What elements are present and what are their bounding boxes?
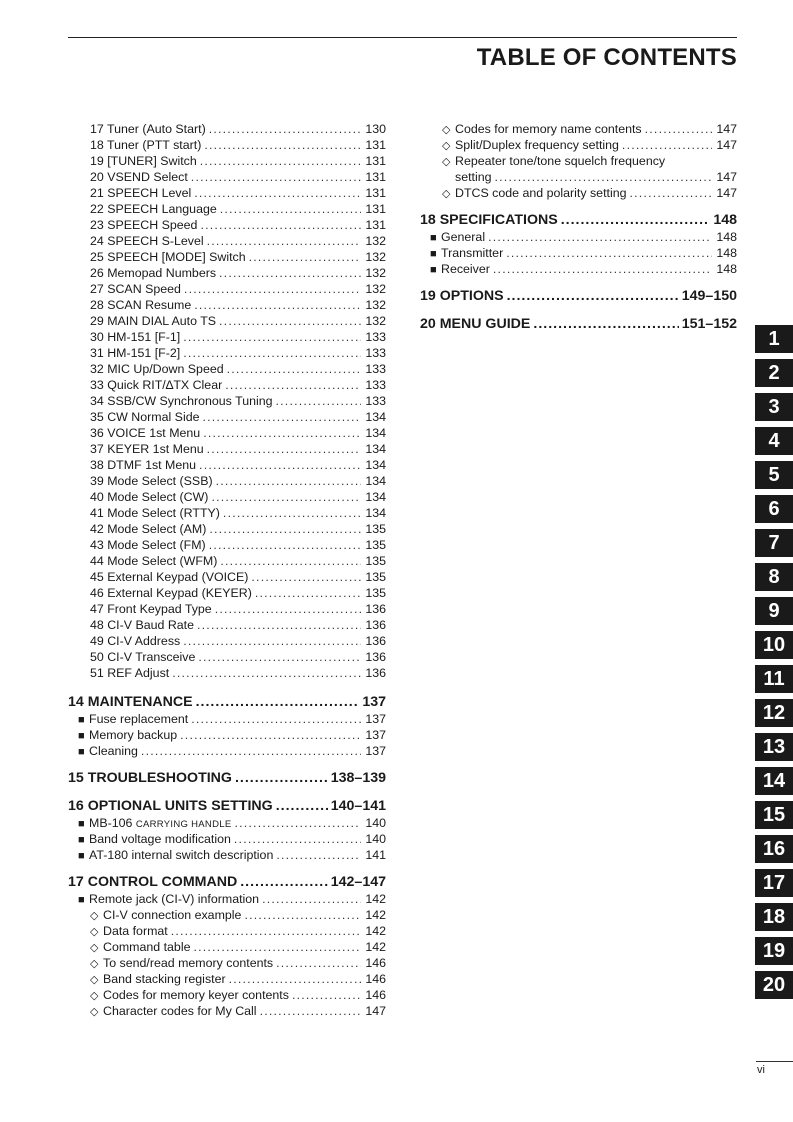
chapter-tab[interactable]: 20 <box>755 971 793 999</box>
toc-entry-label: 28 SCAN Resume <box>90 298 192 312</box>
toc-entry-label: Data format <box>103 924 168 938</box>
chapter-tab[interactable]: 13 <box>755 733 793 761</box>
toc-entry[interactable] <box>68 617 386 633</box>
toc-entry[interactable]: ■ Remote jack (CI-V) information ..... 142 <box>68 891 386 907</box>
diamond-icon: ◇ <box>90 974 99 986</box>
toc-entry[interactable] <box>68 441 386 457</box>
toc-entry-page: 135 <box>365 538 386 552</box>
toc-entry[interactable] <box>68 537 386 553</box>
toc-entry-label: Character codes for My Call <box>103 1004 257 1018</box>
toc-entry-page: 131 <box>365 186 386 200</box>
toc-entry-page: 131 <box>365 202 386 216</box>
toc-section-options[interactable]: 19 OPTIONS ..... 149–150 <box>420 287 737 305</box>
toc-entry[interactable] <box>68 569 386 585</box>
toc-entry-page: 134 <box>365 458 386 472</box>
toc-entry-label: 24 SPEECH S-Level <box>90 234 204 248</box>
toc-entry[interactable] <box>68 233 386 249</box>
toc-entry-page: 130 <box>365 122 386 136</box>
toc-entry-page: 142 <box>365 940 386 954</box>
diamond-icon: ◇ <box>90 990 99 1002</box>
toc-entry-page: 131 <box>365 138 386 152</box>
toc-entry[interactable] <box>68 185 386 201</box>
chapter-tab[interactable]: 11 <box>755 665 793 693</box>
toc-entry-label: Command table <box>103 940 191 954</box>
toc-entry-page: 136 <box>365 666 386 680</box>
chapter-tab[interactable]: 3 <box>755 393 793 421</box>
toc-entry-label: 39 Mode Select (SSB) <box>90 474 213 488</box>
toc-entry[interactable] <box>68 137 386 153</box>
diamond-icon: ◇ <box>90 942 99 954</box>
toc-entry-label: CI-V connection example <box>103 908 242 922</box>
toc-entry-page: 132 <box>365 298 386 312</box>
toc-entry[interactable] <box>68 281 386 297</box>
toc-entry[interactable]: ◇ Split/Duplex frequency setting ..... 147 <box>420 137 737 153</box>
toc-entry-label: 38 DTMF 1st Menu <box>90 458 197 472</box>
toc-entry-label: 31 HM-151 [F-2] <box>90 346 181 360</box>
toc-entry-label: 25 SPEECH [MODE] Switch <box>90 250 246 264</box>
toc-entry-label: To send/read memory contents <box>103 956 274 970</box>
toc-entry-label: 48 CI-V Baud Rate <box>90 618 195 632</box>
toc-entry-label: 34 SSB/CW Synchronous Tuning <box>90 394 273 408</box>
toc-entry[interactable]: ■ MB-106 CARRYING HANDLE ..... 140 <box>68 815 386 831</box>
toc-entry[interactable] <box>68 329 386 345</box>
chapter-tab[interactable]: 10 <box>755 631 793 659</box>
toc-entry[interactable] <box>68 153 386 169</box>
toc-entry-page: 134 <box>365 426 386 440</box>
control-command-subentries <box>68 907 386 1019</box>
toc-entry[interactable] <box>68 425 386 441</box>
chapter-tab[interactable]: 7 <box>755 529 793 557</box>
toc-entry[interactable]: ■ Transmitter ..... 148 <box>420 245 737 261</box>
chapter-tab[interactable]: 5 <box>755 461 793 489</box>
toc-entry[interactable] <box>68 1003 386 1019</box>
toc-entry-label: 46 External Keypad (KEYER) <box>90 586 252 600</box>
chapter-tab[interactable]: 4 <box>755 427 793 455</box>
toc-entry-label: 18 Tuner (PTT start) <box>90 138 202 152</box>
toc-section-control-command[interactable]: 17 CONTROL COMMAND ..... 142–147 <box>68 873 386 891</box>
chapter-tab[interactable]: 19 <box>755 937 793 965</box>
toc-entry-page: 132 <box>365 282 386 296</box>
toc-entry-page: 135 <box>365 586 386 600</box>
toc-entry-page: 133 <box>365 394 386 408</box>
toc-entry-label: 35 CW Normal Side <box>90 410 200 424</box>
toc-entry[interactable] <box>68 971 386 987</box>
diamond-icon: ◇ <box>90 910 99 922</box>
diamond-icon: ◇ <box>90 1006 99 1018</box>
toc-entry-page: 134 <box>365 410 386 424</box>
toc-entry-label: 29 MAIN DIAL Auto TS <box>90 314 217 328</box>
chapter-tab[interactable]: 15 <box>755 801 793 829</box>
toc-entry[interactable] <box>68 665 386 681</box>
toc-entry-label: 27 SCAN Speed <box>90 282 181 296</box>
toc-entry-label: 32 MIC Up/Down Speed <box>90 362 224 376</box>
toc-entry-page: 135 <box>365 522 386 536</box>
toc-entry-page: 136 <box>365 634 386 648</box>
toc-entry-page: 131 <box>365 154 386 168</box>
toc-entry[interactable] <box>68 393 386 409</box>
toc-entry[interactable] <box>68 649 386 665</box>
toc-entry-label: 40 Mode Select (CW) <box>90 490 209 504</box>
toc-entry[interactable] <box>68 201 386 217</box>
menu-items-list <box>68 121 386 681</box>
toc-entry-page: 133 <box>365 330 386 344</box>
toc-entry-page: 132 <box>365 314 386 328</box>
toc-entry-label: 26 Memopad Numbers <box>90 266 217 280</box>
toc-entry-label: 49 CI-V Address <box>90 634 181 648</box>
toc-left-column <box>68 121 386 1019</box>
toc-entry-label: 37 KEYER 1st Menu <box>90 442 204 456</box>
toc-entry[interactable] <box>68 409 386 425</box>
toc-entry[interactable] <box>68 585 386 601</box>
toc-entry[interactable] <box>68 121 386 137</box>
toc-entry-page: 146 <box>365 956 386 970</box>
toc-entry[interactable] <box>68 505 386 521</box>
toc-entry[interactable]: ■ Fuse replacement ..... 137 <box>68 711 386 727</box>
toc-entry-page: 132 <box>365 266 386 280</box>
chapter-tab[interactable]: 2 <box>755 359 793 387</box>
toc-entry[interactable] <box>68 169 386 185</box>
toc-entry-label: 47 Front Keypad Type <box>90 602 212 616</box>
toc-entry[interactable] <box>68 939 386 955</box>
toc-entry[interactable] <box>68 923 386 939</box>
toc-entry-label: 23 SPEECH Speed <box>90 218 198 232</box>
toc-entry-page: 135 <box>365 554 386 568</box>
toc-entry-label: 17 Tuner (Auto Start) <box>90 122 206 136</box>
toc-section-menu-guide[interactable]: 20 MENU GUIDE ..... 151–152 <box>420 315 737 333</box>
toc-entry[interactable] <box>68 633 386 649</box>
toc-entry-label: 41 Mode Select (RTTY) <box>90 506 220 520</box>
page-title: TABLE OF CONTENTS <box>476 44 737 71</box>
toc-entry[interactable]: ◇ Repeater tone/tone squelch frequency <box>442 154 666 168</box>
chapter-tab[interactable]: 14 <box>755 767 793 795</box>
toc-entry[interactable]: ■ General ..... 148 <box>420 229 737 245</box>
toc-entry-label: 30 HM-151 [F-1] <box>90 330 181 344</box>
toc-entry-label: 50 CI-V Transceive <box>90 650 196 664</box>
toc-section-troubleshooting[interactable]: 15 TROUBLESHOOTING ..... 138–139 <box>68 769 386 787</box>
toc-entry-page: 146 <box>365 988 386 1002</box>
toc-entry-label: 33 Quick RIT/∆TX Clear <box>90 378 223 392</box>
toc-entry-label: Codes for memory keyer contents <box>103 988 289 1002</box>
chapter-tab[interactable]: 16 <box>755 835 793 863</box>
chapter-tab[interactable]: 6 <box>755 495 793 523</box>
toc-section-specifications[interactable]: 18 SPECIFICATIONS ..... 148 <box>420 211 737 229</box>
toc-entry-page: 136 <box>365 602 386 616</box>
toc-entry[interactable] <box>68 265 386 281</box>
toc-entry-page: 136 <box>365 618 386 632</box>
diamond-icon: ◇ <box>90 926 99 938</box>
toc-entry-label: 44 Mode Select (WFM) <box>90 554 218 568</box>
toc-entry[interactable]: ■ Memory backup ..... 137 <box>68 727 386 743</box>
toc-entry-page: 133 <box>365 362 386 376</box>
toc-section-optional-units[interactable]: 16 OPTIONAL UNITS SETTING ..... 140–141 <box>68 797 386 815</box>
toc-entry[interactable] <box>68 955 386 971</box>
toc-entry[interactable] <box>68 601 386 617</box>
toc-entry[interactable]: setting ..... 147 <box>420 169 737 185</box>
toc-entry[interactable]: ■ Receiver ..... 148 <box>420 261 737 277</box>
toc-entry-page: 142 <box>365 924 386 938</box>
toc-entry-page: 146 <box>365 972 386 986</box>
chapter-tab[interactable]: 1 <box>755 325 793 353</box>
toc-entry-page: 131 <box>365 218 386 232</box>
toc-entry[interactable] <box>68 553 386 569</box>
toc-entry[interactable] <box>68 489 386 505</box>
toc-entry-label: Band stacking register <box>103 972 226 986</box>
toc-entry-label: 21 SPEECH Level <box>90 186 192 200</box>
toc-entry[interactable] <box>68 217 386 233</box>
toc-entry-label: 36 VOICE 1st Menu <box>90 426 201 440</box>
toc-entry-label: 42 Mode Select (AM) <box>90 522 207 536</box>
toc-entry[interactable] <box>68 987 386 1003</box>
toc-entry-page: 147 <box>365 1004 386 1018</box>
toc-entry[interactable] <box>68 907 386 923</box>
toc-entry-page: 132 <box>365 234 386 248</box>
toc-entry-label: 19 [TUNER] Switch <box>90 154 197 168</box>
toc-right-column <box>420 121 737 333</box>
toc-entry[interactable]: ■ Cleaning ..... 137 <box>68 743 386 759</box>
toc-entry[interactable] <box>68 457 386 473</box>
toc-entry-label: 43 Mode Select (FM) <box>90 538 206 552</box>
chapter-tab[interactable]: 8 <box>755 563 793 591</box>
toc-entry[interactable] <box>68 377 386 393</box>
toc-entry-page: 136 <box>365 650 386 664</box>
chapter-tab[interactable]: 17 <box>755 869 793 897</box>
chapter-tab[interactable]: 9 <box>755 597 793 625</box>
toc-entry-page: 142 <box>365 908 386 922</box>
toc-entry[interactable] <box>68 473 386 489</box>
chapter-tab[interactable]: 18 <box>755 903 793 931</box>
toc-entry[interactable] <box>68 521 386 537</box>
bottom-rule <box>756 1061 793 1062</box>
toc-entry-label: 20 VSEND Select <box>90 170 188 184</box>
toc-entry[interactable] <box>68 361 386 377</box>
toc-entry-page: 134 <box>365 490 386 504</box>
toc-entry[interactable] <box>68 249 386 265</box>
toc-entry-page: 134 <box>365 442 386 456</box>
toc-entry[interactable]: ◇ Codes for memory name contents ..... 147 <box>420 121 737 137</box>
toc-entry[interactable] <box>68 345 386 361</box>
toc-entry[interactable]: ■ Band voltage modification ..... 140 <box>68 831 386 847</box>
chapter-tab[interactable]: 12 <box>755 699 793 727</box>
toc-entry[interactable]: ◇ DTCS code and polarity setting ..... 147 <box>420 185 737 201</box>
top-rule <box>68 37 737 38</box>
toc-entry-page: 135 <box>365 570 386 584</box>
toc-section-maintenance[interactable]: 14 MAINTENANCE ..... 137 <box>68 693 386 711</box>
toc-entry-page: 133 <box>365 378 386 392</box>
toc-entry-page: 133 <box>365 346 386 360</box>
toc-entry-label: 22 SPEECH Language <box>90 202 217 216</box>
page-number: vi <box>757 1064 765 1076</box>
toc-entry-page: 131 <box>365 170 386 184</box>
toc-entry-label: 45 External Keypad (VOICE) <box>90 570 249 584</box>
toc-entry-label: 51 REF Adjust <box>90 666 170 680</box>
toc-entry[interactable] <box>68 297 386 313</box>
toc-entry-page: 134 <box>365 506 386 520</box>
toc-entry[interactable]: ■ AT-180 internal switch description ..... 141 <box>68 847 386 863</box>
toc-entry[interactable] <box>68 313 386 329</box>
chapter-tabs <box>755 325 793 1005</box>
toc-entry-page: 132 <box>365 250 386 264</box>
toc-entry-page: 134 <box>365 474 386 488</box>
diamond-icon: ◇ <box>90 958 99 970</box>
